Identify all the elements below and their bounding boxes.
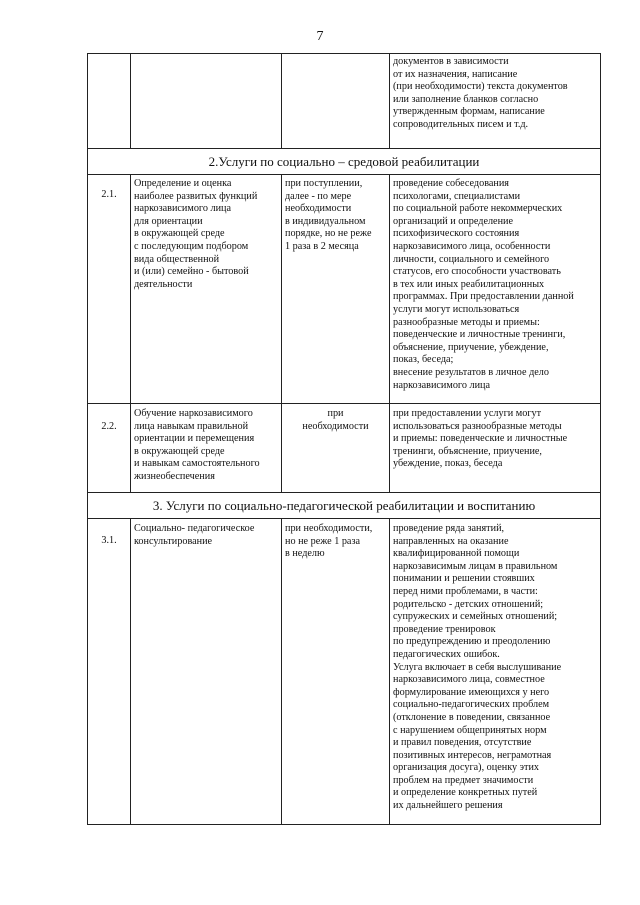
description-line: наркозависимым лицам в правильном bbox=[393, 560, 558, 572]
description-line: разнообразные методы и приемы: bbox=[393, 316, 540, 328]
description-line: (отклонение в поведении, связанное bbox=[393, 711, 551, 723]
frequency-line: при bbox=[327, 408, 344, 419]
frequency-line: необходимости bbox=[285, 203, 352, 215]
description-line: от их назначения, написание bbox=[393, 68, 518, 80]
service-name-line: для ориентации bbox=[134, 215, 203, 227]
description-line: квалифицированной помощи bbox=[393, 548, 520, 560]
frequency-cell bbox=[282, 519, 390, 824]
description-line: проведение тренировок bbox=[393, 623, 496, 635]
service-name-cell bbox=[131, 54, 282, 148]
service-name-line: Социально- педагогическое bbox=[134, 523, 255, 534]
description-line: организаций и определение bbox=[393, 215, 514, 227]
section-title: 2.Услуги по социально – средовой реабилитации bbox=[208, 153, 480, 169]
frequency-cell bbox=[282, 54, 390, 148]
frequency-line: далее - по мере bbox=[285, 190, 352, 202]
frequency-line: при поступлении, bbox=[285, 178, 363, 189]
description-line: внесение результатов в личное дело bbox=[393, 366, 549, 378]
service-name-line: лица навыкам правильной bbox=[134, 420, 249, 432]
service-name-line: деятельности bbox=[134, 278, 193, 290]
frequency-line: 1 раза в 2 месяца bbox=[285, 240, 359, 252]
description-line: утвержденным формам, написание bbox=[393, 106, 545, 118]
description-line: проведение собеседования bbox=[393, 178, 509, 189]
description-line: направленных на оказание bbox=[393, 535, 509, 547]
frequency-line: но не реже 1 раза bbox=[285, 535, 361, 547]
frequency-cell bbox=[282, 404, 390, 492]
description-cell bbox=[390, 175, 600, 403]
description-line: психофизического состояния bbox=[393, 228, 520, 240]
service-name-line: жизнеобеспечения bbox=[134, 470, 215, 482]
description-line: и определение конкретных путей bbox=[393, 787, 538, 799]
service-name-line: Обучение наркозависимого bbox=[134, 408, 253, 419]
description-line: с нарушением общепринятых норм bbox=[393, 724, 547, 736]
services-table bbox=[87, 53, 601, 825]
service-name-line: в окружающей среде bbox=[134, 445, 225, 457]
description-line: родительско - детских отношений; bbox=[393, 598, 544, 610]
service-name-cell bbox=[131, 404, 282, 492]
description-line: позитивных интересов, неграмотная bbox=[393, 749, 552, 761]
description-line: объяснение, приучение, убеждение, bbox=[393, 341, 549, 353]
service-name-line: вида общественной bbox=[134, 253, 220, 265]
service-name-line: ориентации и перемещения bbox=[134, 433, 255, 445]
description-line: личности, социального и семейного bbox=[393, 253, 550, 265]
description-cell bbox=[390, 519, 600, 824]
table-row bbox=[87, 519, 601, 825]
description-line: сопроводительных писем и т.д. bbox=[393, 118, 529, 130]
description-line: проведение ряда занятий, bbox=[393, 523, 505, 534]
service-name-line: и (или) семейно - бытовой bbox=[134, 266, 249, 278]
description-line: документов в зависимости bbox=[393, 56, 509, 67]
frequency-line: при необходимости, bbox=[285, 523, 373, 534]
description-line: убеждение, показ, беседа bbox=[393, 458, 503, 470]
row-number: 2.1. bbox=[101, 189, 117, 200]
description-line: социально-педагогических проблем bbox=[393, 699, 550, 711]
row-number: 2.2. bbox=[101, 421, 117, 432]
description-line: наркозависимого лица bbox=[393, 379, 490, 391]
service-name-line: с последующим подбором bbox=[134, 240, 249, 252]
row-number-cell bbox=[88, 404, 131, 492]
description-line: формулирование имеющихся у него bbox=[393, 686, 550, 698]
description-line: (при необходимости) текста документов bbox=[393, 81, 568, 93]
description-line: использоваться разнообразные методы bbox=[393, 420, 562, 432]
description-line: и приемы: поведенческие и личностные bbox=[393, 433, 568, 445]
description-line: наркозависимого лица, совместное bbox=[393, 674, 545, 686]
service-name-line: наркозависимого лица bbox=[134, 203, 231, 215]
description-line: в тех или иных реабилитационных bbox=[393, 278, 545, 290]
service-name-line: наиболее развитых функций bbox=[134, 190, 258, 202]
description-line: по социальной работе некоммерческих bbox=[393, 203, 563, 215]
frequency-line: необходимости bbox=[302, 420, 369, 432]
row-number-cell bbox=[88, 175, 131, 403]
table-row bbox=[87, 175, 601, 404]
section-header-row bbox=[87, 493, 601, 519]
description-line: статусов, его способности участвовать bbox=[393, 266, 561, 278]
description-line: тренинги, объяснение, приучение, bbox=[393, 445, 542, 457]
section-title: 3. Услуги по социально-педагогической реабилитации и воспитанию bbox=[152, 497, 536, 513]
description-line: Услуга включает в себя выслушивание bbox=[393, 661, 562, 673]
description-line: услуги могут использоваться bbox=[393, 303, 520, 315]
service-name-line: и навыкам самостоятельного bbox=[134, 458, 260, 470]
service-name-line: Определение и оценка bbox=[134, 178, 232, 189]
row-number: 3.1. bbox=[101, 535, 117, 546]
section-header-row bbox=[87, 149, 601, 175]
description-line: поведенческие и личностные тренинги, bbox=[393, 329, 566, 341]
frequency-line: порядке, но не реже bbox=[285, 228, 372, 240]
description-line: педагогических ошибок. bbox=[393, 648, 500, 660]
frequency-line: в индивидуальном bbox=[285, 215, 366, 227]
frequency-cell bbox=[282, 175, 390, 403]
table-row bbox=[87, 53, 601, 149]
description-cell bbox=[390, 54, 600, 148]
description-line: понимании и решении стоявших bbox=[393, 573, 535, 585]
row-number-cell bbox=[88, 54, 131, 148]
table-row bbox=[87, 404, 601, 493]
description-line: их дальнейшего решения bbox=[393, 800, 503, 812]
description-line: при предоставлении услуги могут bbox=[393, 408, 542, 419]
description-cell bbox=[390, 404, 600, 492]
description-line: показ, беседа; bbox=[393, 354, 454, 366]
service-name-cell bbox=[131, 519, 282, 824]
service-name-line: консультирование bbox=[134, 535, 213, 547]
description-line: программах. При предоставлении данной bbox=[393, 291, 574, 303]
description-line: супружеских и семейных отношений; bbox=[393, 611, 558, 623]
description-line: наркозависимого лица, особенности bbox=[393, 240, 551, 252]
description-line: по предупреждению и преодолению bbox=[393, 636, 551, 648]
description-line: организация досуга), оценку этих bbox=[393, 762, 540, 774]
description-line: психологами, специалистами bbox=[393, 190, 521, 202]
service-name-cell bbox=[131, 175, 282, 403]
description-line: или заполнение бланков согласно bbox=[393, 93, 539, 105]
description-line: перед ними проблемами, в части: bbox=[393, 585, 538, 597]
row-number-cell bbox=[88, 519, 131, 824]
service-name-line: в окружающей среде bbox=[134, 228, 225, 240]
description-line: и правил поведения, отсутствие bbox=[393, 737, 532, 749]
frequency-line: в неделю bbox=[285, 548, 325, 560]
description-line: проблем на предмет значимости bbox=[393, 774, 534, 786]
page-number: 7 bbox=[316, 29, 324, 44]
